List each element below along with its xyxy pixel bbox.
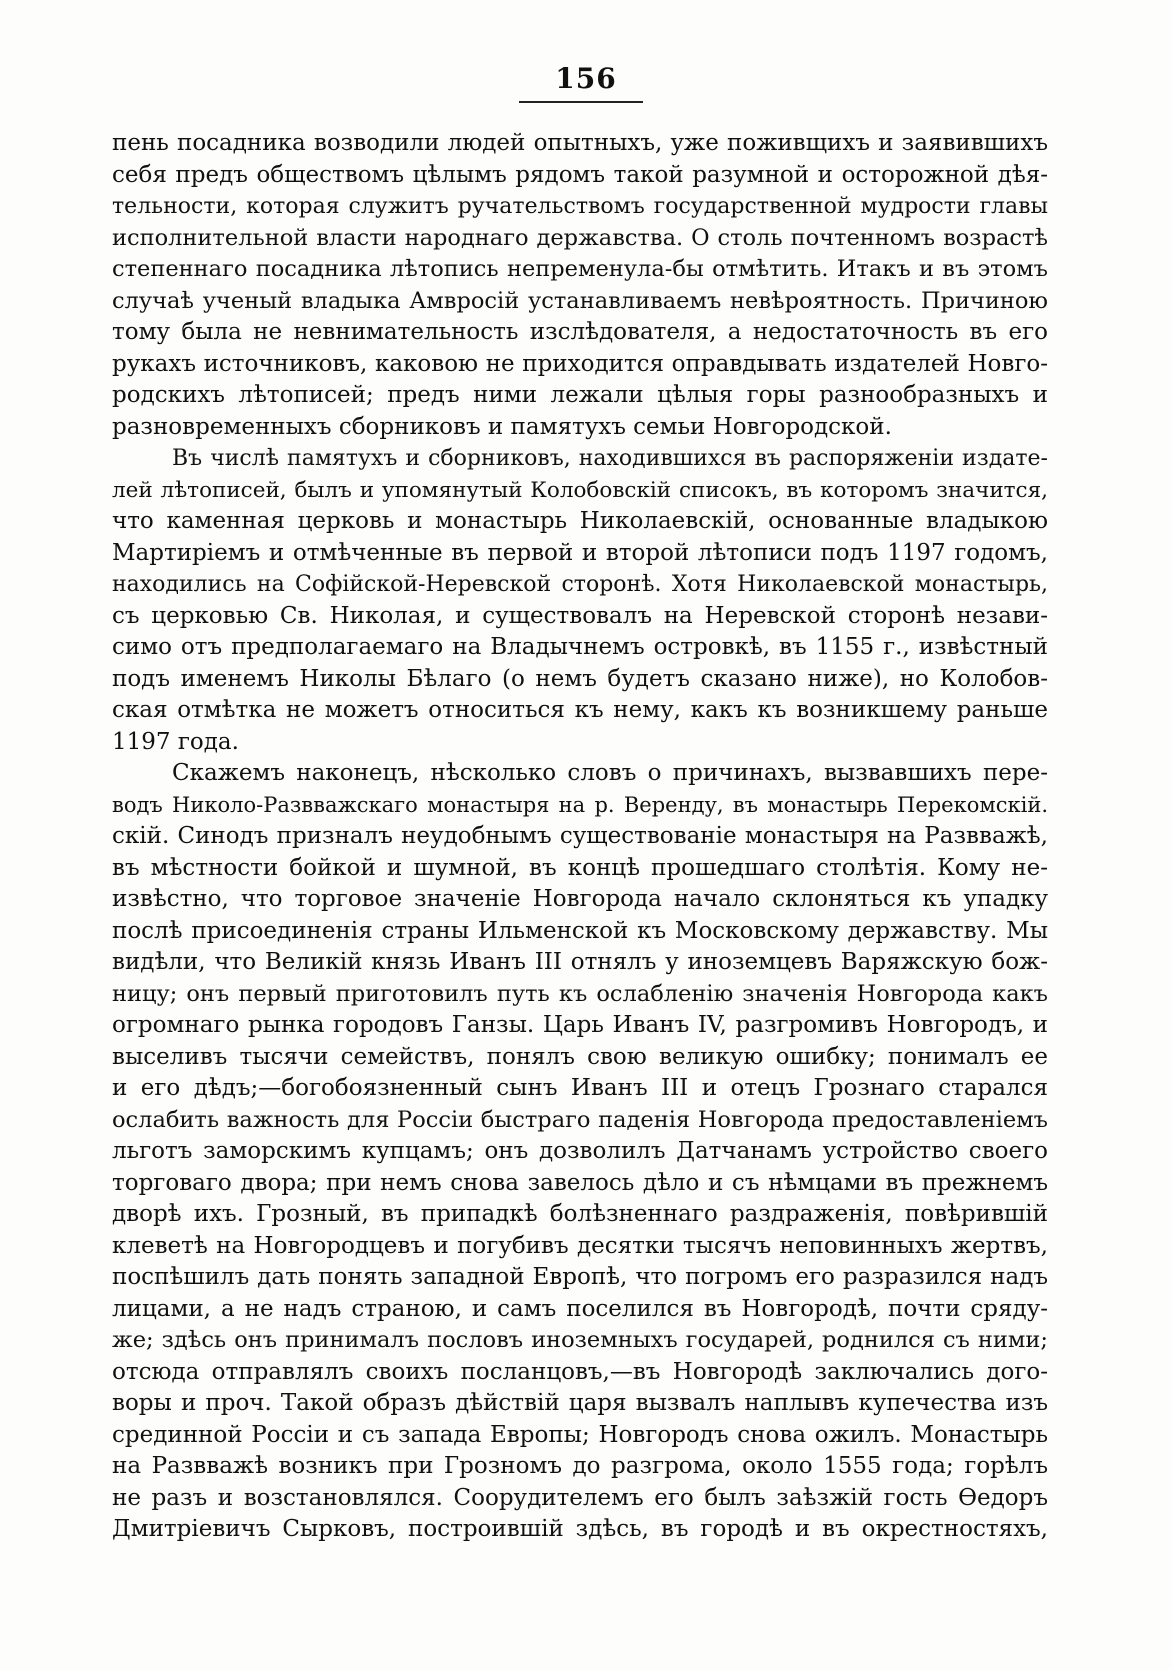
text-line: рукахъ источниковъ, каковою не приходится оправдывать издателей Новго- [112, 350, 1048, 377]
text-line: пень посадника возводили людей опытныхъ, уже поживщихъ и заявившихъ [112, 130, 1048, 156]
text-line: подъ именемъ Николы Бѣлаго (о немъ будетъ сказано ниже), но Колобов- [112, 665, 1048, 692]
text-line: Дмитріевичъ Сырковъ, построившій здѣсь, въ городѣ и въ окрестностяхъ, [112, 1516, 1048, 1542]
header-rule [519, 101, 643, 103]
text-line: тельности, которая служитъ ручательствомъ государственной мудрости главы [112, 194, 1048, 219]
text-line: ская отмѣтка не можетъ относиться къ нему, какъ къ возникшему раньше [112, 697, 1048, 723]
text-line: степеннаго посадника лѣтопись непременула-бы отмѣтить. Итакъ и въ этомъ [112, 256, 1048, 282]
text-line: на Развважѣ возникъ при Грозномъ до разгрома, около 1555 года; горѣлъ [112, 1453, 1048, 1479]
text-line: дворѣ ихъ. Грозный, въ припадкѣ болѣзненнаго раздраженія, повѣрившій [112, 1201, 1048, 1227]
text-line: случаѣ ученый владыка Амвросій устанавливаемъ невѣроятность. Причиною [112, 287, 1048, 314]
text-line: поспѣшилъ дать понять западной Европѣ, что погромъ его разразился надъ [112, 1264, 1048, 1290]
text-line: симо отъ предполагаемаго на Владычнемъ островкѣ, въ 1155 г., извѣстный [112, 634, 1048, 660]
text-line: видѣли, что Великій князь Иванъ III отнялъ у иноземцевъ Варяжскую бож- [112, 949, 1048, 975]
body-text [112, 128, 1048, 1546]
text-line: клеветѣ на Новгородцевъ и погубивъ десятки тысячъ неповинныхъ жертвъ, [112, 1232, 1048, 1259]
text-line: огромнаго рынка городовъ Ганзы. Царь Иванъ IV, разгромивъ Новгородъ, и [112, 1012, 1048, 1038]
text-line: лицами, а не надъ страною, и самъ поселился въ Новгородѣ, почти сряду- [112, 1295, 1048, 1322]
text-line: родскихъ лѣтописей; предъ ними лежали цѣлыя горы разнообразныхъ и [112, 382, 1048, 408]
text-line: разновременныхъ сборниковъ и памятухъ семьи Новгородской. [112, 413, 892, 440]
text-line: извѣстно, что торговое значеніе Новгорода начало склоняться къ упадку [112, 886, 1048, 912]
text-line: себя предъ обществомъ цѣлымъ рядомъ такой разумной и осторожной дѣя- [112, 161, 1048, 188]
text-line: же; здѣсь онъ принималъ пословъ иноземныхъ государей, роднился съ ними; [112, 1327, 1048, 1353]
text-line: лей лѣтописей, былъ и упомянутый Колобовскій списокъ, въ которомъ значится, [112, 477, 1048, 503]
text-line: выселивъ тысячи семействъ, понялъ свою великую ошибку; понималъ ее [112, 1043, 1048, 1070]
text-line: тому была не невнимательность изслѣдователя, а недостаточность въ его [112, 319, 1048, 345]
text-line: торговаго двора; при немъ снова завелось дѣло и съ нѣмцами въ прежнемъ [112, 1169, 1048, 1196]
text-line: и его дѣдъ;—богобоязненный сынъ Иванъ III и отецъ Грознаго старался [112, 1075, 1048, 1101]
text-line: 1197 года. [112, 728, 239, 755]
text-line: въ мѣстности бойкой и шумной, въ концѣ прошедшаго столѣтія. Кому не- [112, 854, 1048, 881]
text-line: скій. Синодъ призналъ неудобнымъ существованіе монастыря на Развважѣ, [112, 823, 1048, 849]
text-line: отсюда отправлялъ своихъ посланцовъ,—въ Новгородѣ заключались дого- [112, 1358, 1048, 1385]
text-line: льготъ заморскимъ купцамъ; онъ дозволилъ Датчанамъ устройство своего [112, 1138, 1048, 1164]
page-number: 156 [555, 62, 617, 95]
text-line: воры и проч. Такой образъ дѣйствій царя вызвалъ наплывъ купечества изъ [112, 1390, 1048, 1416]
text-line: находились на Софійской-Неревской сторонѣ. Хотя Николаевской монастырь, [112, 572, 1048, 597]
text-line: ослабить важность для Россіи быстраго паденія Новгорода предоставленіемъ [112, 1106, 1048, 1133]
text-line: что каменная церковь и монастырь Николаевскій, основанные владыкою [112, 508, 1048, 534]
text-line: Мартиріемъ и отмѣченные въ первой и второй лѣтописи подъ 1197 годомъ, [112, 539, 1048, 566]
text-line: ницу; онъ первый приготовилъ путь къ ослабленію значенія Новгорода какъ [112, 980, 1048, 1007]
text-line: водъ Николо-Развважскаго монастыря на р. Веренду, въ монастырь Перекомскій. [112, 792, 1048, 817]
paragraph-start-line: Въ числѣ памятухъ и сборниковъ, находившихся въ распоряженіи издате- [172, 446, 1048, 471]
paragraph-start-line: Скажемъ наконецъ, нѣсколько словъ о причинахъ, вызвавшихъ пере- [172, 760, 1048, 786]
text-line: съ церковью Св. Николая, и существовалъ на Неревской сторонѣ незави- [112, 602, 1048, 629]
text-line: не разъ и возстановлялся. Соорудителемъ его былъ заѣзжій гость Ѳедоръ [112, 1484, 1048, 1511]
text-line: послѣ присоединенія страны Ильменской къ Московскому державству. Мы [112, 917, 1048, 944]
text-line: исполнительной власти народнаго державства. О столь почтенномъ возрастѣ [112, 224, 1048, 251]
text-line: срединной Россіи и съ запада Европы; Новгородъ снова ожилъ. Монастырь [112, 1421, 1048, 1448]
